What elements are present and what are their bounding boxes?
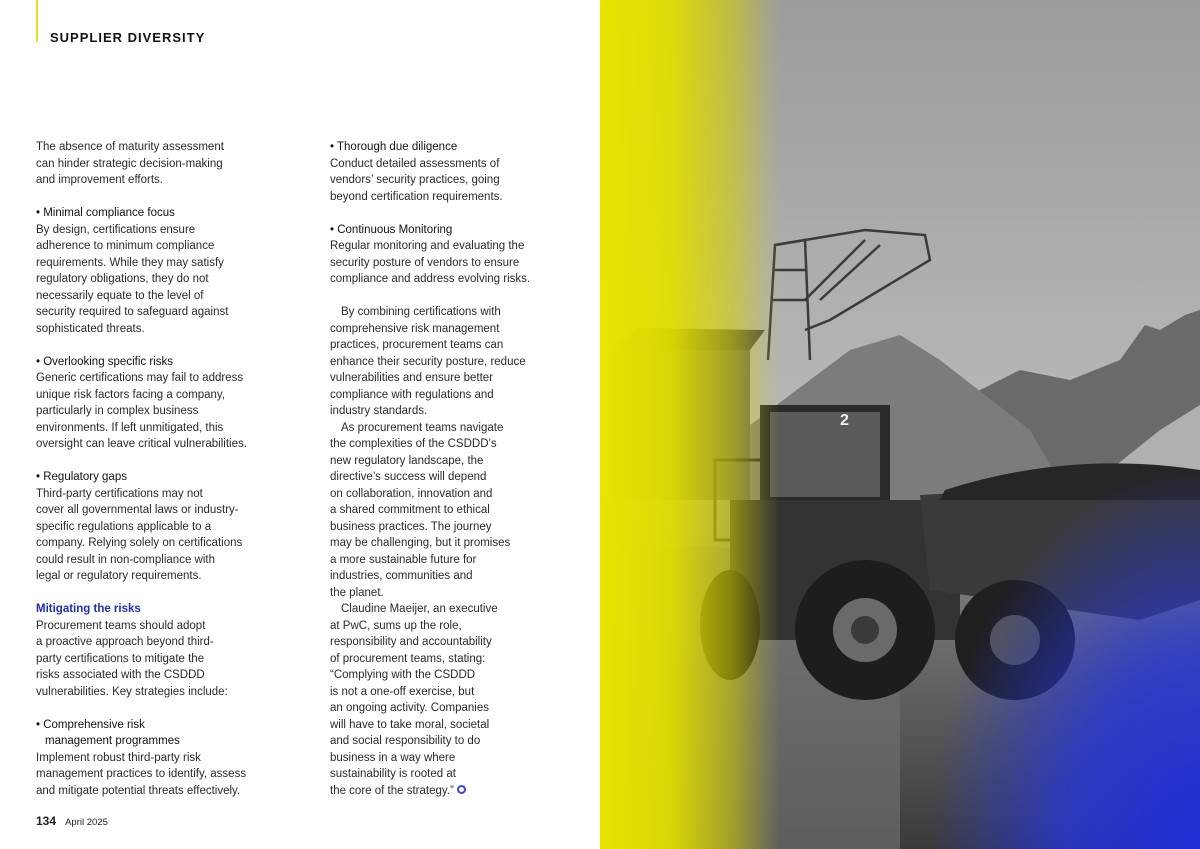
accent-rule: [36, 0, 38, 42]
text-line: oversight can leave critical vulnerabilities.: [36, 438, 247, 450]
text-line: business practices. The journey: [330, 520, 492, 533]
text-line: a shared commitment to ethical: [330, 504, 490, 516]
text-line: directive’s success will depend: [330, 471, 487, 483]
text-line: the core of the strategy.”: [330, 784, 454, 797]
text-line: responsibility and accountability: [330, 636, 492, 648]
text-line: company. Relying solely on certifications: [36, 537, 243, 549]
text-line: security required to safeguard against: [36, 306, 229, 318]
text-line: vulnerabilities. Key strategies include:: [36, 685, 228, 698]
text-line-last: [330, 783, 562, 800]
bullet-continuous-monitoring: [330, 222, 562, 288]
text-line: could result in non-compliance with: [36, 553, 215, 566]
intro-paragraph: [36, 139, 286, 189]
bullet-heading: management programmes: [45, 735, 180, 747]
text-line: and mitigate potential threats effectively.: [36, 784, 241, 797]
text-line: will have to take moral, societal: [330, 718, 490, 731]
text-line: sophisticated threats.: [36, 322, 145, 335]
page-footer: [36, 814, 108, 828]
text-line: is not a one-off exercise, but: [330, 685, 475, 698]
bullet-overlooking-specific-risks: [36, 354, 286, 453]
text-line: By combining certifications with: [341, 306, 501, 318]
column-left: [36, 139, 286, 799]
bullet-comprehensive-risk-management: [36, 717, 286, 800]
text-line: unique risk factors facing a company,: [36, 388, 225, 401]
text-line: on collaboration, innovation and: [330, 487, 493, 500]
text-line: compliance and address evolving risks.: [330, 273, 531, 285]
text-line: party certifications to mitigate the: [36, 652, 205, 665]
text-line: an ongoing activity. Companies: [330, 702, 489, 714]
mitigating-section: [36, 601, 286, 700]
quarry-photo-illustration: [600, 0, 1200, 849]
bullet-regulatory-gaps: [36, 469, 286, 585]
text-line: necessarily equate to the level of: [36, 289, 204, 302]
text-line: cover all governmental laws or industry-: [36, 504, 239, 516]
column-right: [330, 139, 562, 799]
text-line: and social responsibility to do: [330, 735, 481, 747]
photo-wheel-loader-quarry: [600, 0, 1200, 849]
text-line: at PwC, sums up the role,: [330, 619, 462, 632]
text-line: adherence to minimum compliance: [36, 240, 215, 252]
text-line: vendors’ security practices, going: [330, 174, 500, 186]
text-line: sustainability is rooted at: [330, 768, 456, 780]
text-line: Regular monitoring and evaluating the: [330, 240, 525, 252]
text-line: requirements. While they may satisfy: [36, 256, 224, 269]
paragraph-quote: [330, 601, 562, 799]
bullet-heading: • Continuous Monitoring: [330, 223, 453, 236]
text-line: particularly in complex business: [36, 405, 199, 417]
text-line: security posture of vendors to ensure: [330, 256, 520, 269]
text-line: Generic certifications may fail to address: [36, 372, 244, 384]
bullet-heading: • Comprehensive risk: [36, 718, 145, 731]
text-line: specific regulations applicable to a: [36, 520, 212, 533]
text-line: Conduct detailed assessments of: [330, 157, 500, 170]
section-title: SUPPLIER DIVERSITY: [50, 30, 206, 45]
text-line: and improvement efforts.: [36, 174, 163, 186]
text-line: vulnerabilities and ensure better: [330, 372, 494, 384]
text-line: a more sustainable future for: [330, 553, 477, 566]
text-line: of procurement teams, stating:: [330, 652, 486, 665]
text-line: practices, procurement teams can: [330, 339, 504, 351]
paragraph-combining-certifications: [330, 304, 562, 420]
text-line: “Complying with the CSDDD: [330, 669, 476, 681]
text-line: can hinder strategic decision-making: [36, 157, 223, 170]
text-line: Procurement teams should adopt: [36, 619, 206, 632]
text-line: enhance their security posture, reduce: [330, 355, 526, 368]
text-line: a proactive approach beyond third-: [36, 636, 214, 648]
page-number: 134: [36, 814, 57, 828]
text-line: The absence of maturity assessment: [36, 141, 224, 153]
text-line: business in a way where: [330, 751, 456, 764]
text-line: Third-party certifications may not: [36, 487, 203, 500]
text-line: regulatory obligations, they do not: [36, 273, 209, 285]
bullet-heading: • Minimal compliance focus: [36, 207, 175, 219]
text-line: Claudine Maeijer, an executive: [341, 603, 498, 615]
text-line: industry standards.: [330, 405, 428, 417]
text-line: Implement robust third-party risk: [36, 751, 201, 764]
text-line: new regulatory landscape, the: [330, 454, 484, 467]
bullet-minimal-compliance-focus: [36, 205, 286, 337]
bullet-heading: • Thorough due diligence: [330, 141, 458, 153]
text-line: As procurement teams navigate: [341, 421, 504, 434]
text-line: beyond certification requirements.: [330, 190, 503, 203]
text-line: may be challenging, but it promises: [330, 537, 511, 549]
paragraph-csddd-landscape: [330, 420, 562, 602]
mitigating-heading: Mitigating the risks: [36, 603, 141, 615]
bullet-heading: • Overlooking specific risks: [36, 355, 173, 368]
text-line: the complexities of the CSDDD’s: [330, 438, 497, 450]
bullet-heading: • Regulatory gaps: [36, 471, 127, 483]
text-line: legal or regulatory requirements.: [36, 570, 202, 582]
text-line: risks associated with the CSDDD: [36, 669, 205, 681]
text-line: environments. If left unmitigated, this: [36, 421, 224, 434]
text-line: By design, certifications ensure: [36, 223, 196, 236]
end-of-article-icon: [457, 785, 466, 794]
issue-date: April 2025: [65, 817, 108, 828]
text-line: management practices to identify, assess: [36, 768, 247, 780]
text-line: industries, communities and: [330, 570, 473, 582]
bullet-thorough-due-diligence: [330, 139, 562, 205]
text-line: compliance with regulations and: [330, 388, 494, 401]
text-line: the planet.: [330, 586, 384, 599]
text-line: comprehensive risk management: [330, 322, 500, 335]
